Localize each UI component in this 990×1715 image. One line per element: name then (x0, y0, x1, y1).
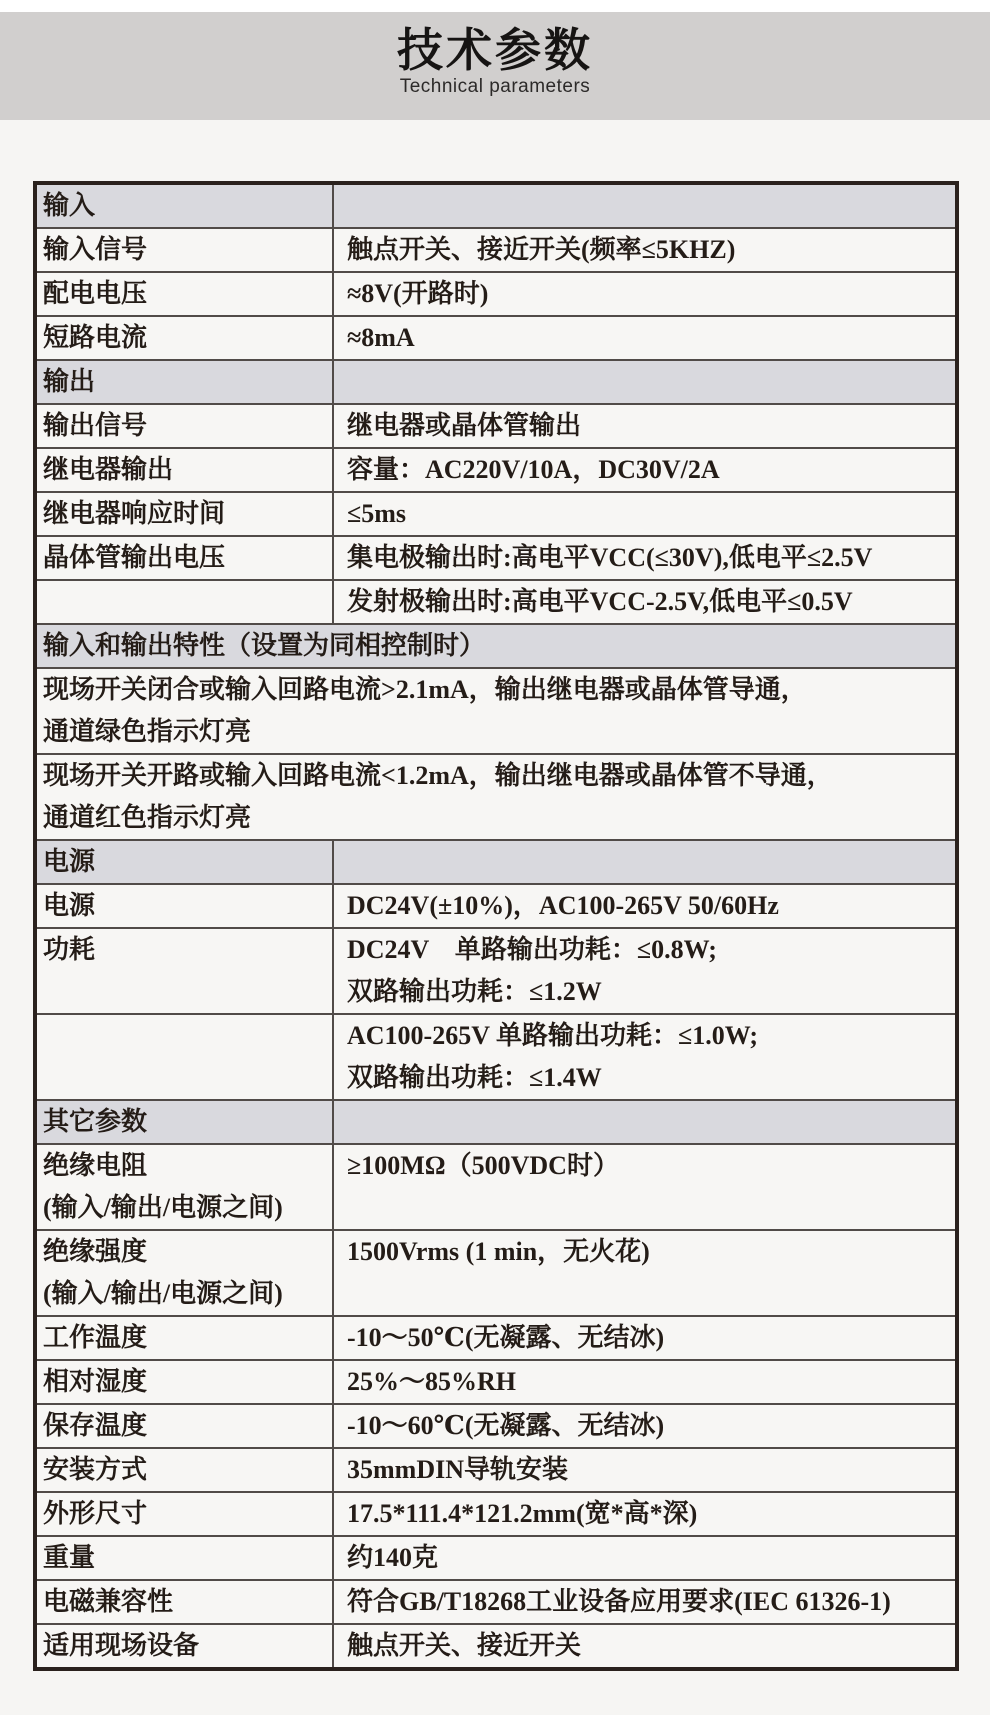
cell-line: 触点开关、接近开关 (347, 1631, 582, 1660)
page-title: 技术参数 (397, 24, 593, 76)
param-label-cell (37, 317, 334, 359)
cell-line: 现场开关开路或输入回路电流<1.2mA，输出继电器或晶体管不导通， (43, 761, 833, 790)
param-value-cell (334, 581, 955, 623)
cell-line: 发射极输出时:高电平VCC-2.5V,低电平≤0.5V (347, 587, 853, 616)
param-value-cell (334, 1537, 955, 1579)
cell-line: 工作温度 (43, 1323, 148, 1352)
description-cell (37, 755, 955, 839)
section-label-cell (37, 1101, 334, 1143)
spec-row (37, 1229, 955, 1315)
cell-line: 绝缘电阻 (43, 1151, 148, 1180)
cell-line (347, 185, 955, 227)
spec-row (37, 1447, 955, 1491)
spec-row (37, 1535, 955, 1579)
spec-row (37, 403, 955, 447)
cell-line: 继电器响应时间 (43, 499, 226, 528)
cell-line: ≥100MΩ（500VDC时） (347, 1151, 619, 1180)
cell-line: ≈8V(开路时) (347, 279, 489, 308)
section-row (37, 623, 955, 667)
spec-row (37, 315, 955, 359)
cell-line: 继电器输出 (43, 455, 174, 484)
cell-line: -10～50℃(无凝露、无结冰) (347, 1323, 665, 1352)
param-label-cell (37, 405, 334, 447)
param-label-cell (37, 273, 334, 315)
param-label-cell (37, 449, 334, 491)
cell-line: 集电极输出时:高电平VCC(≤30V),低电平≤2.5V (347, 543, 873, 572)
cell-line: (输入/输出/电源之间) (43, 1193, 283, 1222)
cell-line: 保存温度 (43, 1411, 148, 1440)
spec-row (37, 535, 955, 579)
spec-row (37, 1359, 955, 1403)
cell-line (43, 581, 332, 623)
description-row (37, 753, 955, 839)
section-label-cell (37, 625, 955, 667)
cell-line: ≈8mA (347, 323, 415, 352)
cell-line: 输入信号 (43, 235, 148, 264)
spec-row (37, 1579, 955, 1623)
cell-line: 适用现场设备 (43, 1631, 200, 1660)
cell-line (347, 1101, 955, 1143)
spec-row (37, 1143, 955, 1229)
cell-line: DC24V 单路输出功耗：≤0.8W; (347, 935, 717, 964)
spec-row (37, 1491, 955, 1535)
page-subtitle: Technical parameters (399, 75, 591, 97)
section-empty-cell (334, 185, 955, 227)
param-value-cell (334, 229, 955, 271)
cell-line: 双路输出功耗：≤1.2W (347, 977, 602, 1006)
param-label-cell (37, 1317, 334, 1359)
section-empty-cell (334, 841, 955, 883)
cell-line: 25%～85%RH (347, 1367, 517, 1396)
param-value-cell (334, 929, 955, 1013)
param-value-cell (334, 449, 955, 491)
cell-line: DC24V(±10%)，AC100-265V 50/60Hz (347, 891, 779, 920)
spec-row (37, 1013, 955, 1099)
param-value-cell (334, 1231, 955, 1315)
description-row (37, 667, 955, 753)
cell-line: 其它参数 (43, 1107, 148, 1136)
cell-line: ≤5ms (347, 499, 407, 528)
spec-row (37, 271, 955, 315)
param-label-cell (37, 1145, 334, 1229)
param-label-cell (37, 1493, 334, 1535)
param-label-cell (37, 229, 334, 271)
param-value-cell (334, 1625, 955, 1667)
section-row (37, 839, 955, 883)
param-label-cell (37, 1015, 334, 1099)
section-label-cell (37, 185, 334, 227)
cell-line: 功耗 (43, 935, 96, 964)
cell-line: (输入/输出/电源之间) (43, 1279, 283, 1308)
param-value-cell (334, 273, 955, 315)
param-label-cell (37, 1625, 334, 1667)
cell-line: 相对湿度 (43, 1367, 148, 1396)
cell-line: 通道红色指示灯亮 (43, 803, 252, 832)
cell-line: 短路电流 (43, 323, 148, 352)
param-value-cell (334, 1405, 955, 1447)
param-label-cell (37, 1361, 334, 1403)
cell-line (347, 841, 955, 883)
cell-line: 安装方式 (43, 1455, 148, 1484)
spec-row (37, 579, 955, 623)
cell-line: 电磁兼容性 (43, 1587, 174, 1616)
param-label-cell (37, 1581, 334, 1623)
section-empty-cell (334, 1101, 955, 1143)
param-label-cell (37, 1231, 334, 1315)
param-label-cell (37, 581, 334, 623)
cell-line: 输出 (43, 367, 96, 396)
spec-row (37, 883, 955, 927)
param-value-cell (334, 1581, 955, 1623)
cell-line: 触点开关、接近开关(频率≤5KHZ) (347, 235, 736, 264)
spec-row (37, 1315, 955, 1359)
param-label-cell (37, 537, 334, 579)
param-label-cell (37, 1537, 334, 1579)
cell-line: 输入和输出特性（设置为同相控制时） (43, 631, 486, 660)
param-value-cell (334, 1449, 955, 1491)
cell-line: 符合GB/T18268工业设备应用要求(IEC 61326-1) (347, 1587, 891, 1616)
cell-line: 电源 (43, 891, 96, 920)
spec-row (37, 447, 955, 491)
cell-line (43, 1015, 332, 1057)
cell-line: 配电电压 (43, 279, 148, 308)
section-row (37, 1099, 955, 1143)
cell-line: 35mmDIN导轨安装 (347, 1455, 568, 1484)
param-value-cell (334, 1317, 955, 1359)
param-value-cell (334, 1493, 955, 1535)
top-strip (0, 0, 990, 12)
param-value-cell (334, 1015, 955, 1099)
cell-line: 重量 (43, 1543, 96, 1572)
param-value-cell (334, 885, 955, 927)
cell-line: 晶体管输出电压 (43, 543, 226, 572)
param-value-cell (334, 537, 955, 579)
spec-row (37, 1403, 955, 1447)
cell-line: 输入 (43, 191, 96, 220)
cell-line: 外形尺寸 (43, 1499, 148, 1528)
param-value-cell (334, 1145, 955, 1229)
cell-line: -10～60℃(无凝露、无结冰) (347, 1411, 665, 1440)
section-row (37, 359, 955, 403)
header (0, 12, 990, 120)
cell-line: 继电器或晶体管输出 (347, 411, 582, 440)
cell-line (347, 361, 955, 403)
spec-row (37, 1623, 955, 1667)
cell-line: 约140克 (347, 1543, 439, 1572)
param-label-cell (37, 1405, 334, 1447)
param-label-cell (37, 885, 334, 927)
cell-line: 绝缘强度 (43, 1237, 148, 1266)
cell-line: 现场开关闭合或输入回路电流>2.1mA，输出继电器或晶体管导通， (43, 675, 807, 704)
cell-line: 双路输出功耗：≤1.4W (347, 1063, 602, 1092)
spec-row (37, 927, 955, 1013)
cell-line: 电源 (43, 847, 96, 876)
spec-table (33, 181, 959, 1671)
param-label-cell (37, 1449, 334, 1491)
cell-line: 容量：AC220V/10A，DC30V/2A (347, 455, 720, 484)
section-label-cell (37, 361, 334, 403)
section-row (37, 185, 955, 227)
param-value-cell (334, 317, 955, 359)
cell-line: 输出信号 (43, 411, 148, 440)
cell-line: AC100-265V 单路输出功耗：≤1.0W; (347, 1021, 759, 1050)
param-value-cell (334, 1361, 955, 1403)
cell-line: 17.5*111.4*121.2mm(宽*高*深) (347, 1499, 698, 1528)
param-value-cell (334, 405, 955, 447)
param-value-cell (334, 493, 955, 535)
section-empty-cell (334, 361, 955, 403)
section-label-cell (37, 841, 334, 883)
param-label-cell (37, 493, 334, 535)
spec-row (37, 227, 955, 271)
param-label-cell (37, 929, 334, 1013)
description-cell (37, 669, 955, 753)
cell-line: 通道绿色指示灯亮 (43, 717, 252, 746)
spec-row (37, 491, 955, 535)
cell-line: 1500Vrms (1 min，无火花) (347, 1237, 650, 1266)
